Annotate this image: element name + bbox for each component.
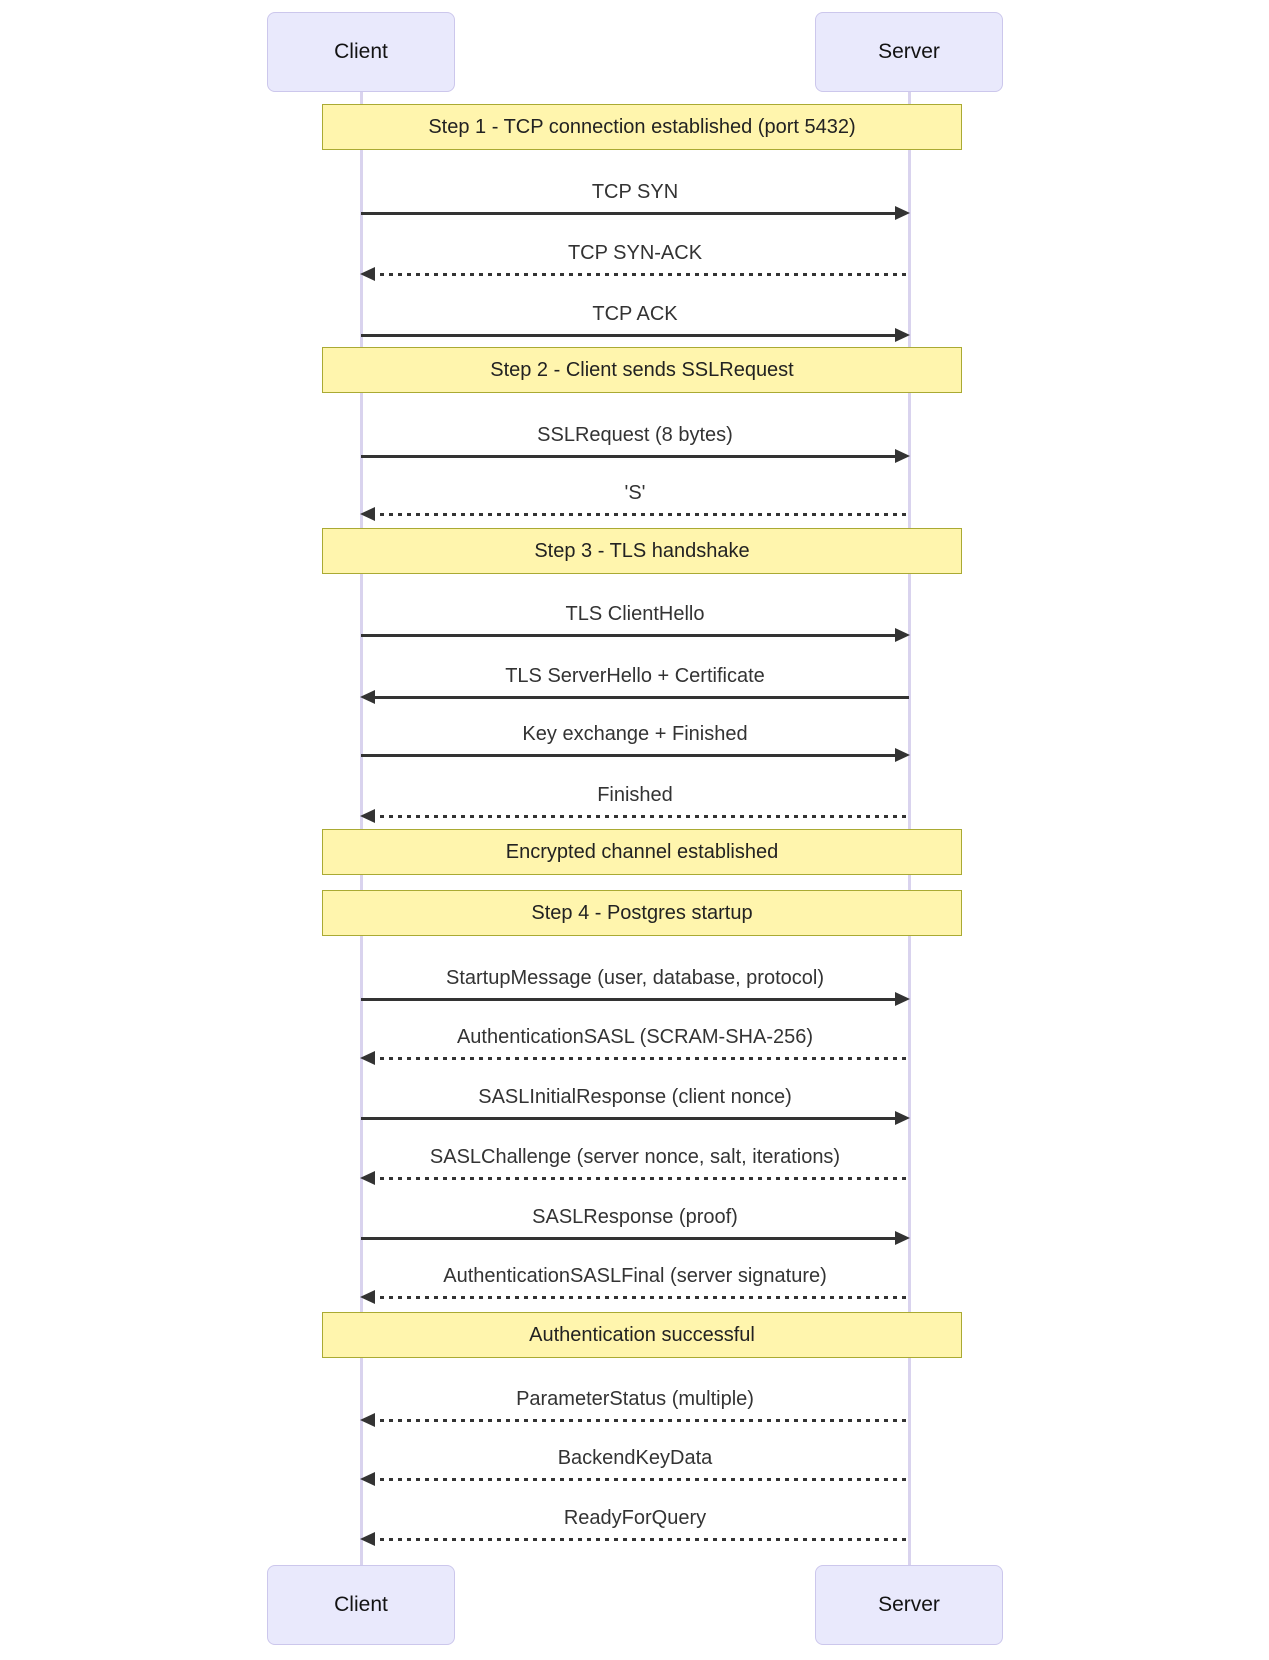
actor-client-label: Client [334, 40, 388, 63]
arrowhead-left-icon [360, 1171, 375, 1185]
message-line [361, 1117, 899, 1120]
message-sslrequest-label: SSLRequest (8 bytes) [537, 424, 733, 446]
arrowhead-left-icon [360, 1472, 375, 1486]
message-startupmessage-label: StartupMessage (user, database, protocol) [446, 967, 824, 989]
note-encrypted-channel-label: Encrypted channel established [505, 840, 779, 863]
message-readyforquery-label: ReadyForQuery [563, 1507, 707, 1529]
arrowhead-left-icon [360, 690, 375, 704]
message-line [371, 1296, 909, 1299]
message-line [371, 696, 909, 699]
message-saslresponse-label: SASLResponse (proof) [532, 1206, 738, 1228]
arrowhead-left-icon [360, 1413, 375, 1427]
note-auth-successful-label: Authentication successful [529, 1323, 755, 1346]
arrowhead-left-icon [360, 809, 375, 823]
message-finished-label: Finished [597, 784, 673, 806]
message-line [371, 273, 909, 276]
message-line [371, 1478, 909, 1481]
arrowhead-right-icon [895, 1231, 910, 1245]
arrowhead-left-icon [360, 1290, 375, 1304]
arrowhead-right-icon [895, 992, 910, 1006]
message-tcp-ack-label: TCP ACK [592, 303, 678, 325]
message-line [361, 455, 899, 458]
note-encrypted-channel [322, 829, 962, 875]
message-saslinitialresponse-label: SASLInitialResponse (client nonce) [478, 1086, 792, 1108]
note-step4-label: Step 4 - Postgres startup [531, 901, 753, 924]
arrowhead-left-icon [360, 507, 375, 521]
message-line [361, 212, 899, 215]
arrowhead-right-icon [895, 206, 910, 220]
message-line [371, 1538, 909, 1541]
actor-server-top [815, 12, 1003, 92]
message-line [371, 1177, 909, 1180]
message-line [371, 513, 909, 516]
arrowhead-left-icon [360, 1532, 375, 1546]
arrowhead-left-icon [360, 1051, 375, 1065]
note-step3-label: Step 3 - TLS handshake [534, 539, 750, 562]
arrowhead-right-icon [895, 628, 910, 642]
actor-client-bottom [267, 1565, 455, 1645]
message-line [371, 1419, 909, 1422]
message-line [361, 754, 899, 757]
message-tcp-syn-ack-label: TCP SYN-ACK [567, 242, 703, 264]
note-step4 [322, 890, 962, 936]
note-auth-successful [322, 1312, 962, 1358]
message-authenticationsasl-label: AuthenticationSASL (SCRAM-SHA-256) [456, 1026, 814, 1048]
note-step1 [322, 104, 962, 150]
message-line [361, 998, 899, 1001]
message-s-response-label: 'S' [624, 482, 646, 504]
actor-server-bottom-label: Server [878, 1593, 940, 1616]
arrowhead-right-icon [895, 328, 910, 342]
arrowhead-right-icon [895, 1111, 910, 1125]
message-line [361, 634, 899, 637]
message-backendkeydata-label: BackendKeyData [557, 1447, 713, 1469]
actor-server-label: Server [878, 40, 940, 63]
actor-server-bottom [815, 1565, 1003, 1645]
message-key-exchange-label: Key exchange + Finished [522, 723, 748, 745]
note-step2 [322, 347, 962, 393]
actor-client-bottom-label: Client [334, 1593, 388, 1616]
message-line [371, 815, 909, 818]
message-tls-serverhello-label: TLS ServerHello + Certificate [505, 665, 765, 687]
message-parameterstatus-label: ParameterStatus (multiple) [516, 1388, 754, 1410]
actor-client-top [267, 12, 455, 92]
note-step3 [322, 528, 962, 574]
note-step2-label: Step 2 - Client sends SSLRequest [490, 358, 794, 381]
message-line [371, 1057, 909, 1060]
message-tls-clienthello-label: TLS ClientHello [565, 603, 705, 625]
message-tcp-syn-label: TCP SYN [591, 181, 679, 203]
message-line [361, 1237, 899, 1240]
message-authenticationsaslfinal-label: AuthenticationSASLFinal (server signature) [443, 1265, 827, 1287]
message-saslchallenge-label: SASLChallenge (server nonce, salt, iterations) [429, 1146, 841, 1168]
message-line [361, 334, 899, 337]
arrowhead-left-icon [360, 267, 375, 281]
note-step1-label: Step 1 - TCP connection established (port 5432) [428, 115, 856, 138]
arrowhead-right-icon [895, 748, 910, 762]
arrowhead-right-icon [895, 449, 910, 463]
